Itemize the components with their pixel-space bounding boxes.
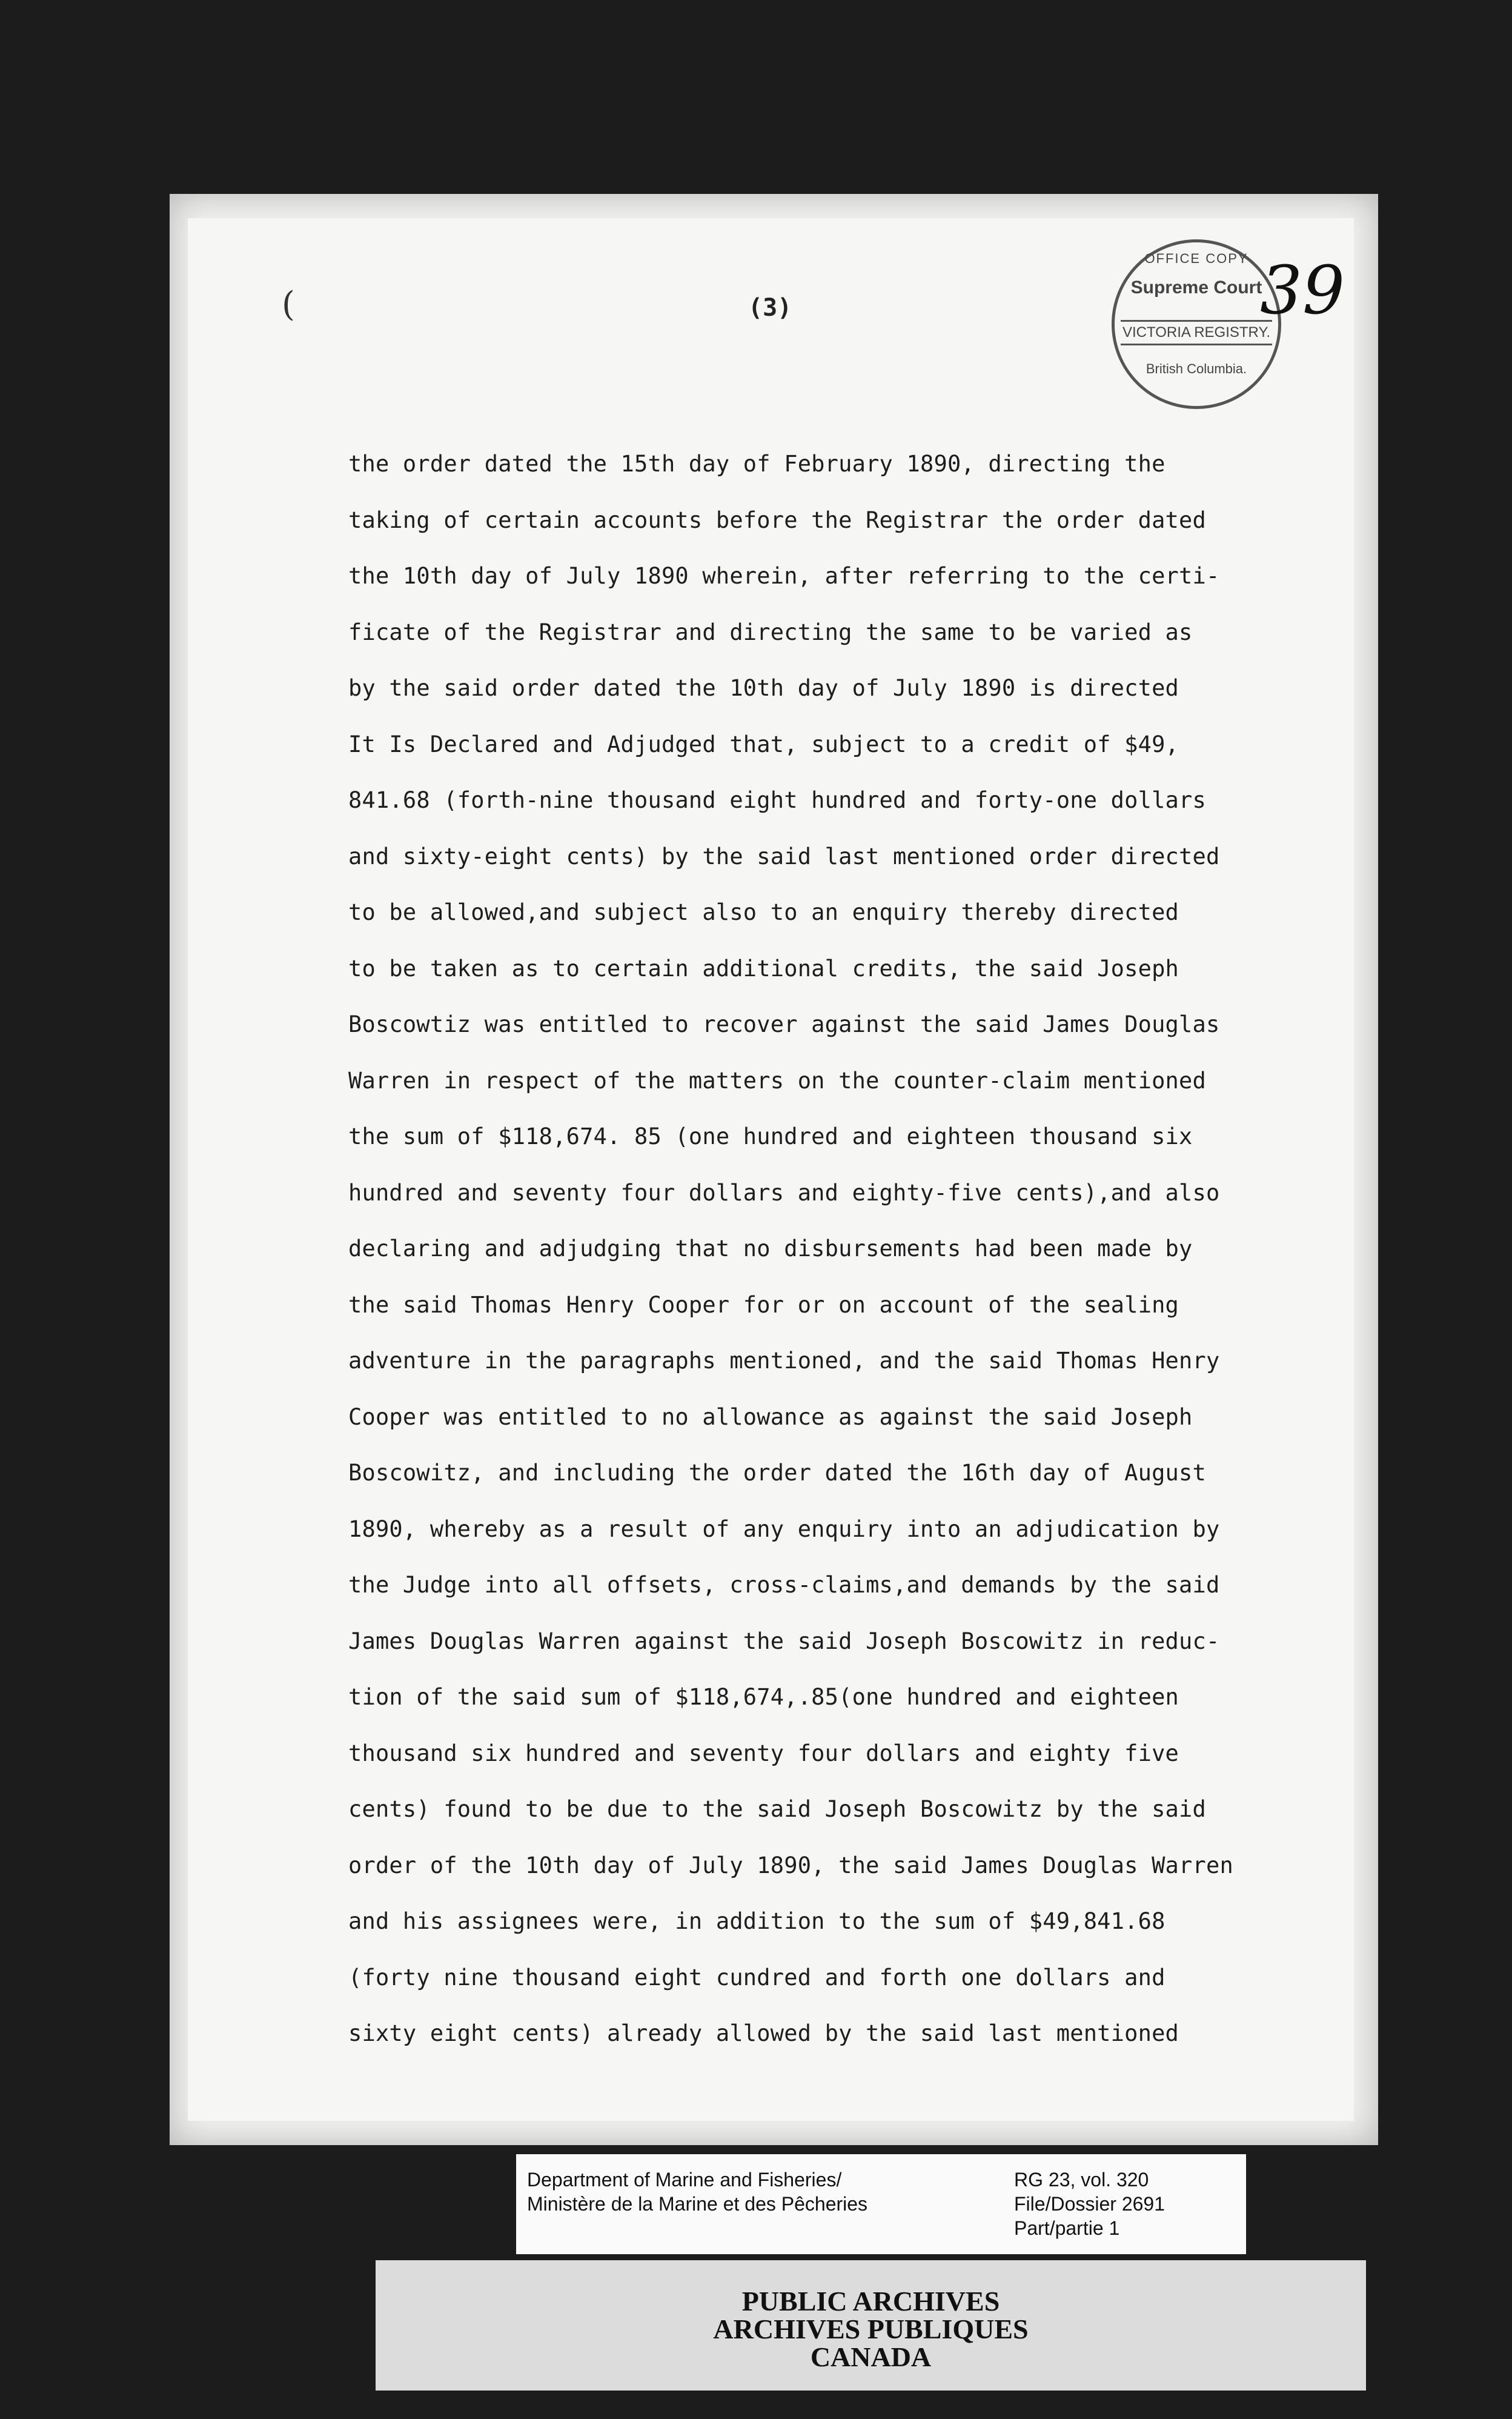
body-line: the Judge into all offsets, cross-claims,and demands by the said	[348, 1572, 1220, 1598]
body-line: tion of the said sum of $118,674,.85(one hundred and eighteen	[348, 1684, 1179, 1710]
stamp-registry: VICTORIA REGISTRY.	[1121, 320, 1272, 345]
body-line: adventure in the paragraphs mentioned, and the said Thomas Henry	[348, 1348, 1220, 1374]
body-line: Cooper was entitled to no allowance as against the said Joseph	[348, 1403, 1193, 1430]
archives-banner	[376, 2260, 1366, 2391]
body-line: 1890, whereby as a result of any enquiry into an adjudication by	[348, 1516, 1220, 1542]
body-line: the order dated the 15th day of February 1890, directing the	[348, 451, 1166, 477]
body-line: ficate of the Registrar and directing the same to be varied as	[348, 619, 1193, 645]
body-line: and sixty-eight cents) by the said last mentioned order directed	[348, 843, 1220, 870]
body-line: cents) found to be due to the said Joseph Boscowitz by the said	[348, 1796, 1206, 1822]
page-number: (3)	[748, 294, 792, 322]
archives-fr: ARCHIVES PUBLIQUES	[713, 2314, 1029, 2344]
body-line: the said Thomas Henry Cooper for or on account of the sealing	[348, 1291, 1179, 1318]
body-line: the sum of $118,674. 85 (one hundred and eighteen thousand six	[348, 1123, 1193, 1150]
body-line: It Is Declared and Adjudged that, subject to a credit of $49,	[348, 731, 1179, 757]
margin-mark: (	[282, 285, 295, 324]
body-line: hundred and seventy four dollars and eighty-five cents),and also	[348, 1179, 1220, 1206]
record-reference	[1014, 2168, 1165, 2240]
body-line: James Douglas Warren against the said Joseph Boscowitz in reduc-	[348, 1628, 1220, 1654]
stamp-supreme-court: Supreme Court	[1130, 278, 1262, 298]
body-line: Warren in respect of the matters on the counter-claim mentioned	[348, 1067, 1206, 1094]
body-line: (forty nine thousand eight cundred and forth one dollars and	[348, 1964, 1166, 1991]
body-line: 841.68 (forth-nine thousand eight hundred and forty-one dollars	[348, 787, 1206, 813]
document-body	[348, 436, 1330, 2062]
body-line: thousand six hundred and seventy four dollars and eighty five	[348, 1740, 1179, 1766]
body-line: declaring and adjudging that no disbursements had been made by	[348, 1236, 1193, 1262]
body-line: Boscowitz, and including the order dated the 16th day of August	[348, 1460, 1206, 1486]
archive-reference-label	[516, 2154, 1246, 2254]
folio-number: 39	[1260, 251, 1345, 329]
department-en: Department of Marine and Fisheries/	[527, 2169, 842, 2191]
body-line: order of the 10th day of July 1890, the said James Douglas Warren	[348, 1852, 1233, 1878]
body-line: taking of certain accounts before the Registrar the order dated	[348, 507, 1206, 533]
part-number: Part/partie 1	[1014, 2217, 1120, 2239]
body-line: to be allowed,and subject also to an enquiry thereby directed	[348, 899, 1179, 925]
department-fr: Ministère de la Marine et des Pêcheries	[527, 2193, 868, 2215]
body-line: Boscowtiz was entitled to recover against the said James Douglas	[348, 1011, 1220, 1037]
record-group: RG 23, vol. 320	[1014, 2169, 1149, 2191]
department-name	[527, 2168, 867, 2216]
stamp-province: British Columbia.	[1146, 361, 1247, 376]
body-line: sixty eight cents) already allowed by the said last mentioned	[348, 2020, 1179, 2046]
archives-en: PUBLIC ARCHIVES	[741, 2286, 1000, 2317]
registry-stamp	[1112, 239, 1281, 409]
archives-country: CANADA	[810, 2341, 932, 2372]
stamp-office-copy: OFFICE COPY	[1144, 251, 1248, 266]
body-line: to be taken as to certain additional credits, the said Joseph	[348, 955, 1179, 982]
body-line: and his assignees were, in addition to the sum of $49,841.68	[348, 1908, 1166, 1934]
body-line: the 10th day of July 1890 wherein, after referring to the certi-	[348, 563, 1220, 589]
body-line: by the said order dated the 10th day of July 1890 is directed	[348, 675, 1179, 701]
file-number: File/Dossier 2691	[1014, 2193, 1165, 2215]
